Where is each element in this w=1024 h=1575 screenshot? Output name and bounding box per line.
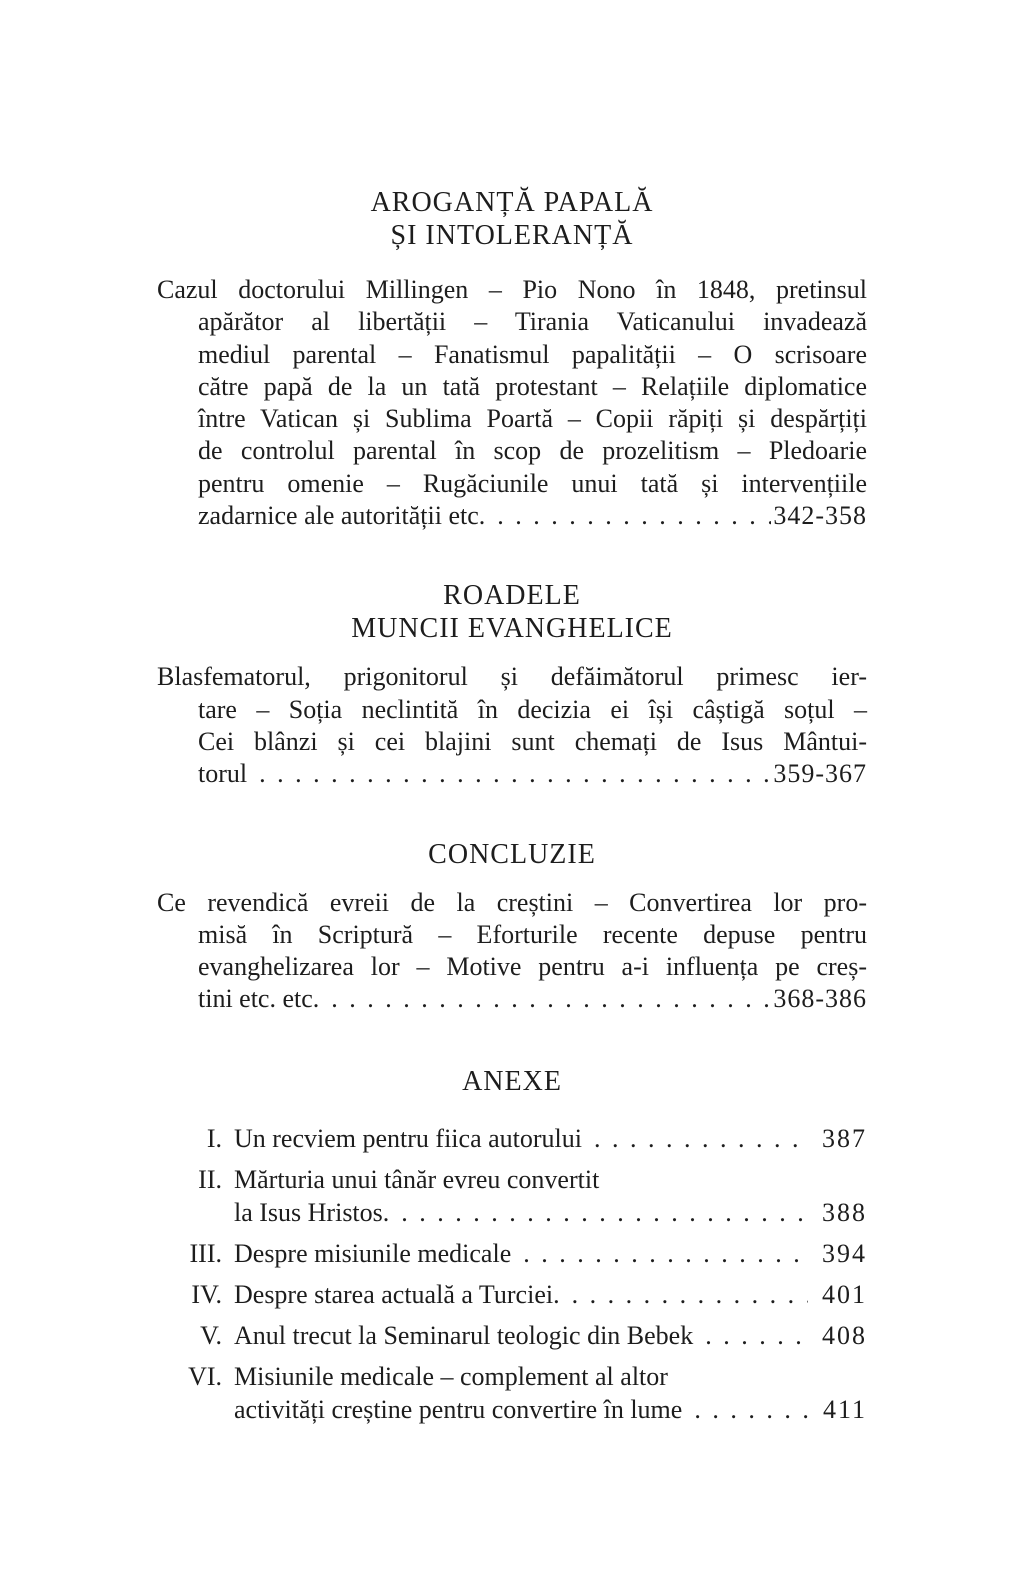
annex-item [157, 1360, 867, 1426]
dot-leader [572, 1278, 808, 1311]
toc-entry-last-line [157, 758, 867, 790]
toc-entry-line: misă în Scriptură – Eforturile recente depuse pentru [198, 919, 867, 949]
annex-title-continued: activități creștine pentru convertire în lume [234, 1394, 683, 1424]
dot-leader [523, 1237, 808, 1270]
toc-entry-line: de controlul parental în scop de prozelitism – Pledoarie [198, 436, 867, 466]
section-heading-line: MUNCII EVANGHELICE [351, 613, 673, 645]
dot-leader [401, 1196, 808, 1229]
dot-leader [259, 758, 771, 790]
toc-entry-line: pentru omenie – Rugăciunile unui tată și intervențiile [198, 468, 867, 498]
toc-entry-text: torul [198, 759, 248, 789]
toc-entry-line: între Vatican și Sublima Poartă – Copii răpiți și despărțiți [198, 404, 867, 434]
section-heading-line: AROGANȚĂ PAPALĂ [370, 187, 654, 218]
annexes-heading: ANEXE [462, 1065, 562, 1097]
annex-title-continued: la Isus Hristos. [234, 1197, 390, 1227]
annex-numeral: III. [189, 1238, 222, 1268]
toc-entry [157, 887, 867, 1016]
section-heading-line: ROADELE [443, 580, 581, 612]
section-heading-line: ȘI INTOLERANȚĂ [390, 220, 634, 251]
annex-numeral: II. [198, 1164, 222, 1194]
annex-item [157, 1122, 867, 1155]
annex-title: Un recviem pentru fiica autorului [234, 1123, 582, 1153]
annex-title: Despre misiunile medicale [234, 1238, 512, 1268]
page-range: 359-367 [773, 759, 867, 789]
dot-leader [594, 1122, 808, 1155]
annex-title: Anul trecut la Seminarul teologic din Bebek [234, 1320, 694, 1350]
toc-entry-line: mediul parental – Fanatismul papalității – O scrisoare [198, 339, 867, 369]
page-number: 394 [822, 1238, 867, 1268]
toc-entry-line: Cei blânzi și cei blajini sunt chemați de Isus Mântui- [198, 726, 867, 756]
book-page [157, 0, 867, 1434]
page-number: 401 [822, 1279, 867, 1309]
dot-leader [705, 1319, 808, 1352]
annex-title: Despre starea actuală a Turciei. [234, 1279, 560, 1309]
annex-item [157, 1319, 867, 1352]
page-number: 388 [822, 1197, 867, 1227]
toc-entry [157, 274, 867, 532]
page-number: 387 [822, 1123, 867, 1153]
toc-entry-text: tini etc. etc. [198, 984, 320, 1014]
annex-numeral: VI. [188, 1361, 222, 1391]
annex-numeral: IV. [191, 1279, 222, 1309]
dot-leader [331, 983, 771, 1015]
toc-entry-text: zadarnice ale autorității etc. [198, 501, 486, 531]
toc-entry-last-line [157, 500, 867, 532]
toc-entry-line: Blasfematorul, prigonitorul și defăimătorul primesc ier- [157, 662, 867, 692]
toc-entry-line: tare – Soția neclintită în decizia ei își câștigă soțul – [198, 694, 867, 724]
dot-leader [694, 1393, 809, 1426]
toc-entry-last-line [157, 983, 867, 1015]
annex-title: Misiunile medicale – complement al altor [234, 1361, 668, 1391]
toc-entry-line: Ce revendică evreii de la creștini – Convertirea lor pro- [157, 887, 867, 917]
annex-numeral: V. [200, 1320, 222, 1350]
annex-item [157, 1163, 867, 1229]
annex-title: Mărturia unui tânăr evreu convertit [234, 1164, 600, 1194]
page-range: 342-358 [773, 501, 867, 531]
annex-item [157, 1237, 867, 1270]
section-heading-roadele [157, 579, 867, 645]
toc-entry [157, 661, 867, 790]
dot-leader [497, 500, 771, 532]
page-range: 368-386 [773, 984, 867, 1014]
annexes-list [157, 1122, 867, 1426]
section-heading-arroganta [157, 186, 867, 252]
annex-numeral: I. [206, 1123, 222, 1153]
page-number: 411 [822, 1394, 867, 1424]
page-number: 408 [822, 1320, 867, 1350]
toc-entry-line: către papă de la un tată protestant – Relațiile diplomatice [198, 371, 867, 401]
toc-entry-line: evanghelizarea lor – Motive pentru a-i influența pe creș- [198, 952, 867, 982]
annex-item [157, 1278, 867, 1311]
toc-entry-line: apărător al libertății – Tirania Vaticanului invadează [198, 307, 867, 337]
section-heading-line: CONCLUZIE [428, 838, 596, 870]
toc-entry-line: Cazul doctorului Millingen – Pio Nono în 1848, pretinsul [157, 275, 867, 304]
section-heading-concluzie [157, 838, 867, 871]
